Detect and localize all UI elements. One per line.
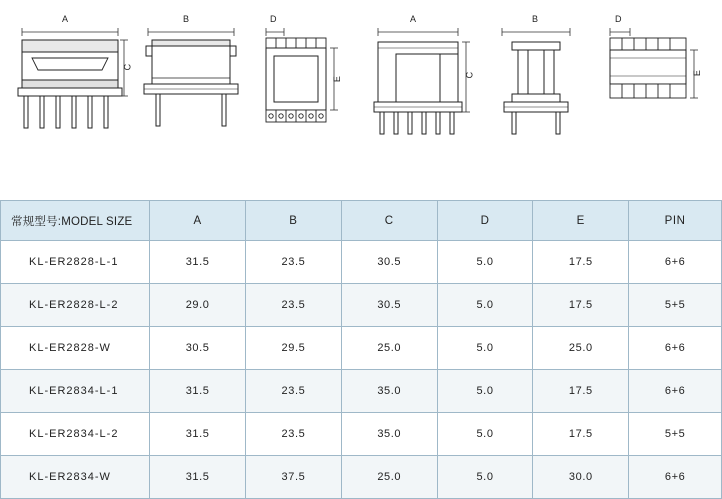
cell-pin: 6+6	[629, 241, 722, 284]
cell-b: 23.5	[246, 241, 342, 284]
cell-a: 30.5	[150, 327, 246, 370]
table-row	[1, 370, 722, 413]
cell-e: 17.5	[533, 370, 629, 413]
figure-core-front-svg	[366, 18, 476, 138]
dim-label-c-front: C	[122, 63, 133, 71]
cell-pin: 5+5	[629, 284, 722, 327]
cell-a: 31.5	[150, 241, 246, 284]
cell-d: 5.0	[437, 284, 533, 327]
table-row	[1, 284, 722, 327]
figure-core-front-view	[366, 14, 476, 143]
spec-table-body	[1, 241, 722, 499]
cell-a: 31.5	[150, 413, 246, 456]
dim-label-a-front: A	[62, 14, 69, 24]
header-model-size: 常规型号:MODEL SIZE	[1, 201, 150, 241]
header-d: D	[437, 201, 533, 241]
cell-d: 5.0	[437, 370, 533, 413]
technical-drawings	[0, 0, 722, 185]
cell-b: 37.5	[246, 456, 342, 499]
cell-a: 29.0	[150, 284, 246, 327]
table-row	[1, 456, 722, 499]
figure-side-view-svg	[136, 18, 246, 138]
cell-pin: 6+6	[629, 370, 722, 413]
figure-core-top-view	[598, 14, 710, 143]
spec-table-head	[1, 201, 722, 241]
table-row	[1, 241, 722, 284]
cell-c: 25.0	[341, 456, 437, 499]
cell-b: 23.5	[246, 413, 342, 456]
spec-table-header-row	[1, 201, 722, 241]
header-a: A	[150, 201, 246, 241]
dim-label-a-core: A	[410, 14, 417, 24]
figure-top-view	[254, 14, 354, 143]
dim-label-b-core: B	[532, 14, 539, 24]
spec-table-container	[0, 200, 722, 499]
cell-pin: 6+6	[629, 327, 722, 370]
dim-label-d-core-top: D	[615, 14, 622, 24]
cell-model: KL-ER2834-L-1	[1, 370, 150, 413]
header-e: E	[533, 201, 629, 241]
header-c: C	[341, 201, 437, 241]
cell-model: KL-ER2834-W	[1, 456, 150, 499]
dim-label-d-top: D	[270, 14, 277, 24]
cell-e: 25.0	[533, 327, 629, 370]
header-b: B	[246, 201, 342, 241]
figure-core-side-svg	[486, 18, 586, 138]
cell-d: 5.0	[437, 241, 533, 284]
cell-c: 30.5	[341, 284, 437, 327]
cell-model: KL-ER2828-L-2	[1, 284, 150, 327]
cell-a: 31.5	[150, 456, 246, 499]
cell-model: KL-ER2828-W	[1, 327, 150, 370]
cell-d: 5.0	[437, 327, 533, 370]
cell-pin: 5+5	[629, 413, 722, 456]
header-pin: PIN	[629, 201, 722, 241]
dim-label-c-core: C	[464, 71, 475, 79]
cell-c: 35.0	[341, 413, 437, 456]
spec-table	[0, 200, 722, 499]
cell-b: 29.5	[246, 327, 342, 370]
figure-front-view-svg	[10, 18, 133, 138]
figure-core-side-view	[486, 14, 586, 143]
cell-e: 17.5	[533, 284, 629, 327]
figure-front-view	[10, 14, 133, 143]
cell-c: 35.0	[341, 370, 437, 413]
cell-b: 23.5	[246, 370, 342, 413]
cell-b: 23.5	[246, 284, 342, 327]
dim-label-e-core-top: E	[692, 69, 703, 77]
cell-model: KL-ER2834-L-2	[1, 413, 150, 456]
cell-pin: 6+6	[629, 456, 722, 499]
cell-c: 25.0	[341, 327, 437, 370]
cell-d: 5.0	[437, 456, 533, 499]
cell-d: 5.0	[437, 413, 533, 456]
figure-core-top-svg	[598, 18, 710, 138]
cell-e: 17.5	[533, 413, 629, 456]
cell-e: 17.5	[533, 241, 629, 284]
dim-label-e-top: E	[332, 75, 343, 83]
table-row	[1, 327, 722, 370]
cell-a: 31.5	[150, 370, 246, 413]
figure-side-view	[136, 14, 246, 143]
dim-label-b-side: B	[183, 14, 190, 24]
cell-e: 30.0	[533, 456, 629, 499]
table-row	[1, 413, 722, 456]
cell-model: KL-ER2828-L-1	[1, 241, 150, 284]
cell-c: 30.5	[341, 241, 437, 284]
